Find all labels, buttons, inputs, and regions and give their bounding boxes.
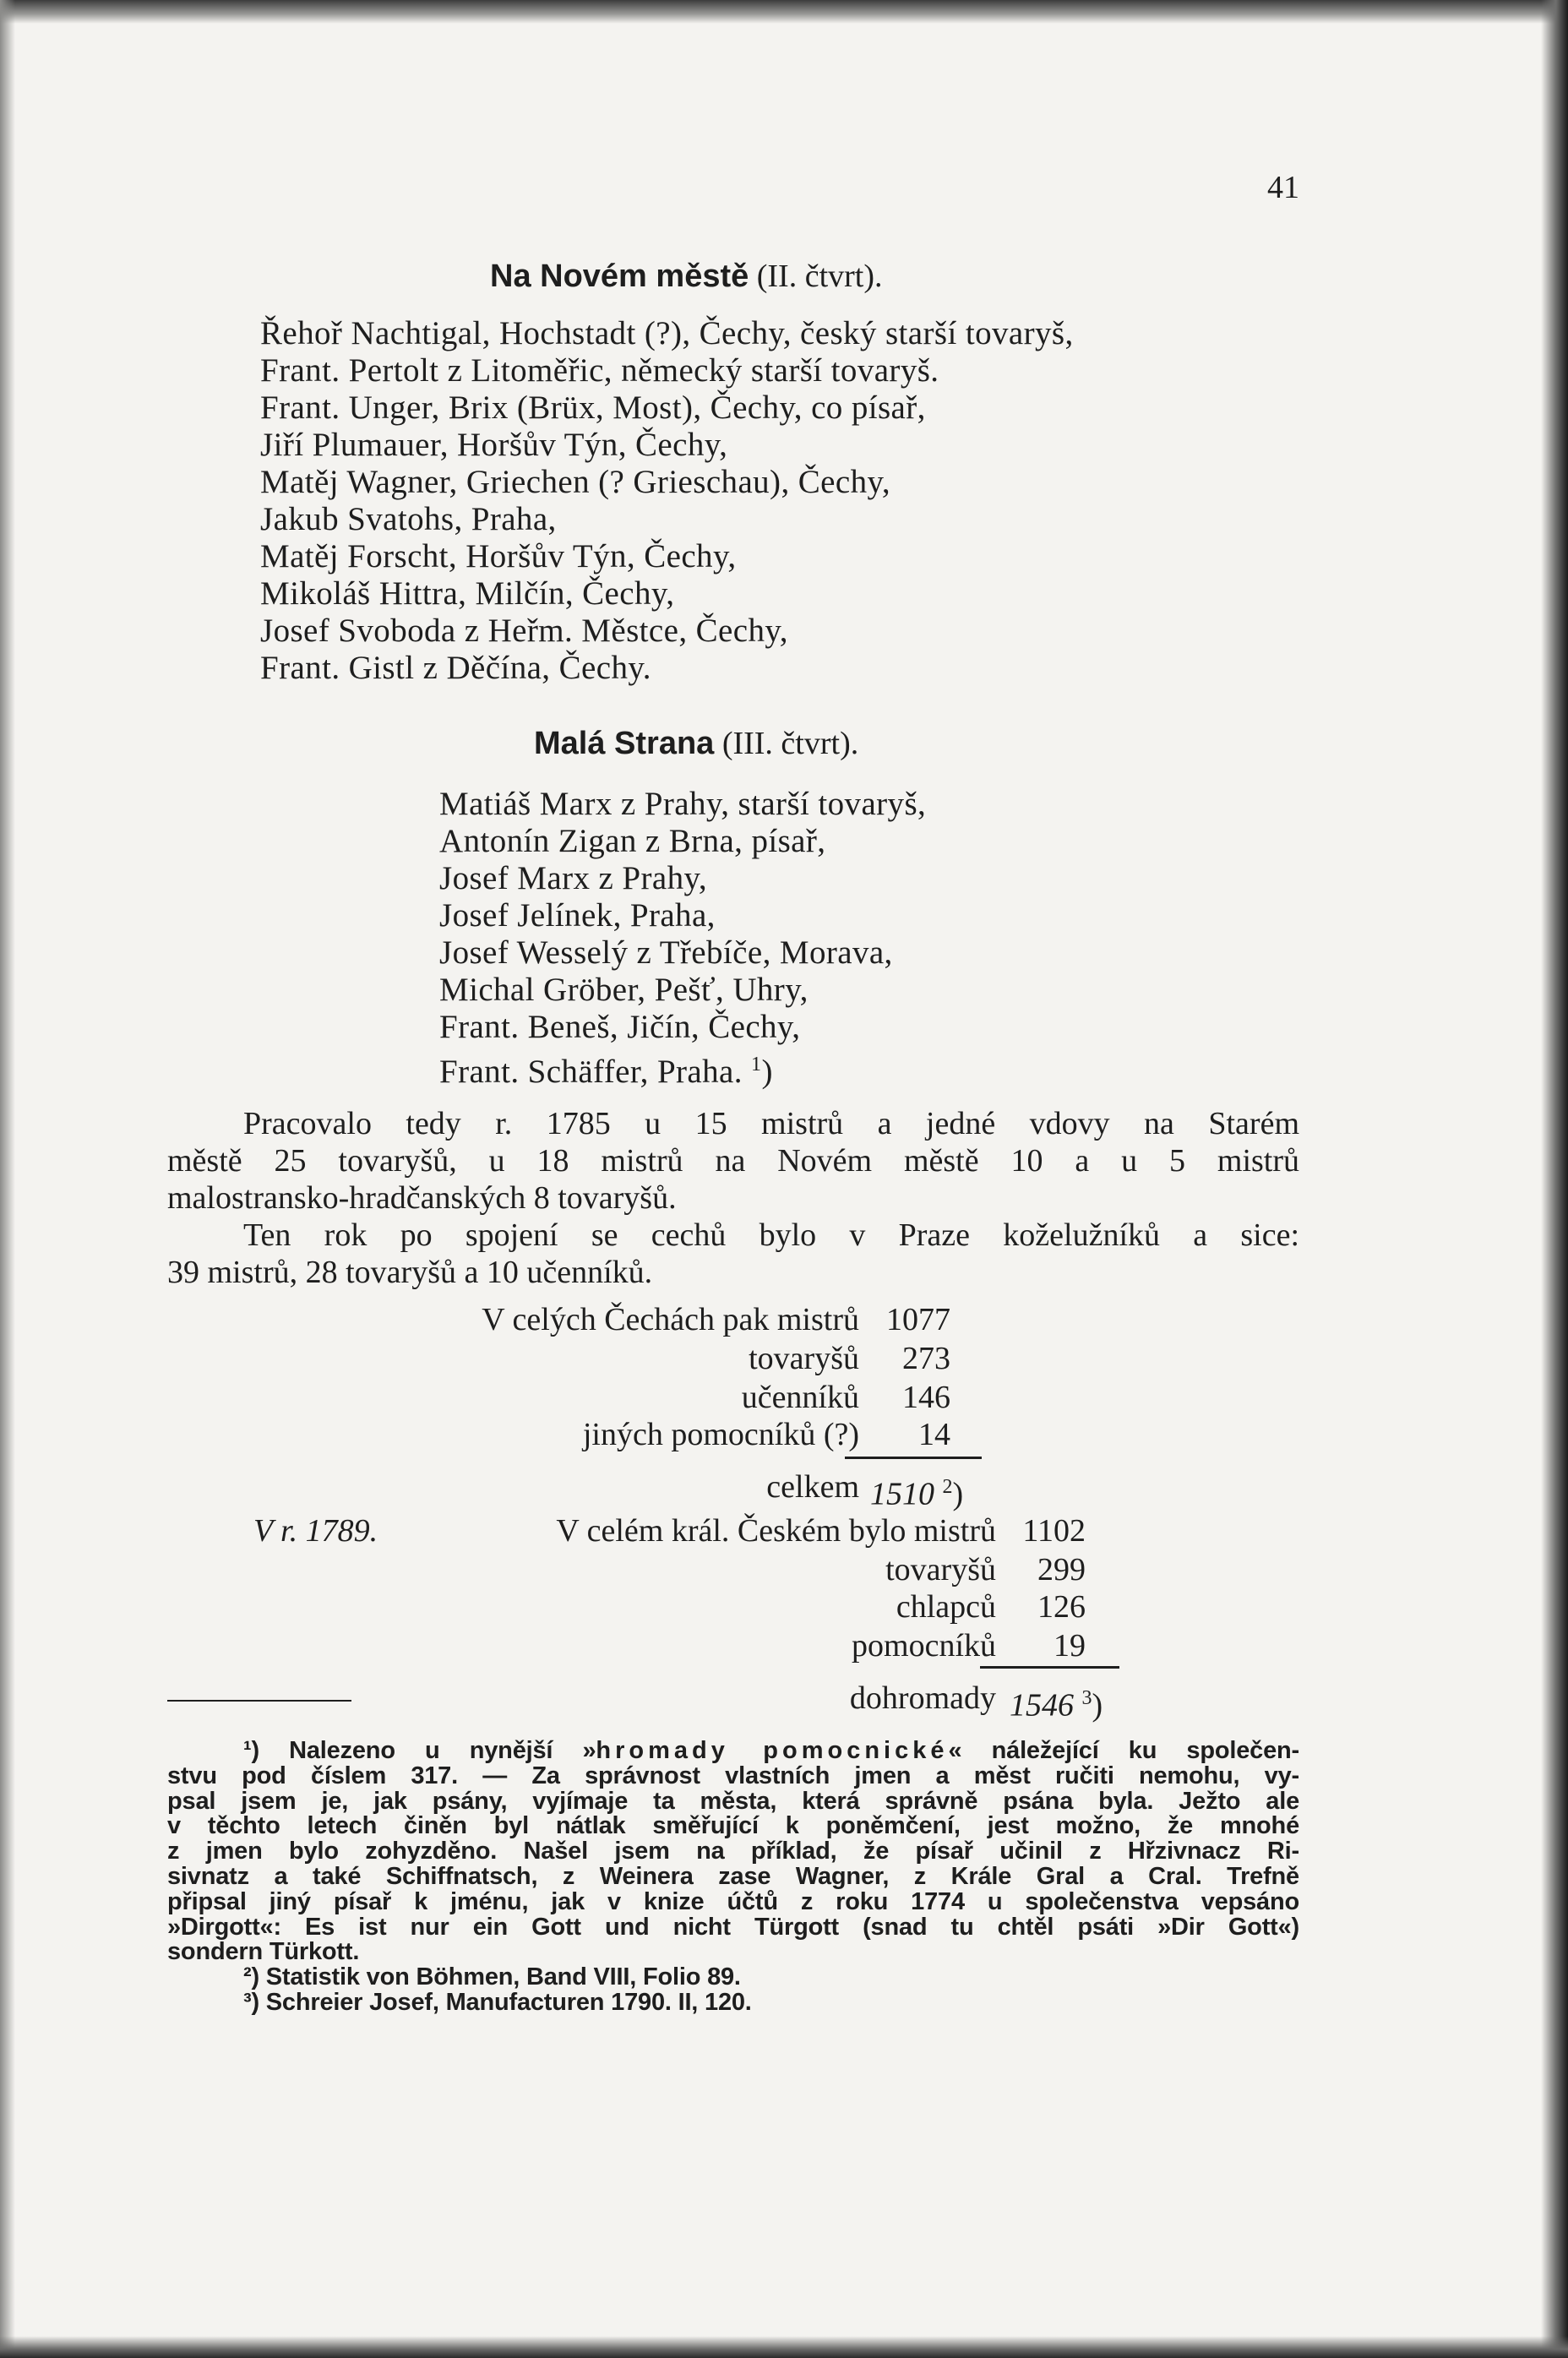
stat-label: tovaryšů	[885, 1552, 996, 1587]
stat-total	[1010, 1680, 1128, 1724]
stat-label: V celém král. Českém bylo mistrů	[556, 1513, 996, 1549]
footnote-line: z jmen bylo zohyzděno. Našel jsem na příklad, že písař učinil z Hřzivnacz Ri-	[167, 1838, 1299, 1865]
footnote-line: stvu pod číslem 317. — Za správnost vlastních jmen a měst ručiti nemohu, vy-	[167, 1762, 1299, 1789]
stat-label: jiných pomocníků (?)	[582, 1417, 859, 1452]
footnote-ref-paren: )	[761, 1054, 773, 1090]
scan-edge-left	[0, 0, 15, 2358]
scan-edge-top	[0, 0, 1568, 24]
list-item: Jakub Svatohs, Praha,	[260, 501, 557, 537]
stat-label-row	[169, 1588, 996, 1626]
footnote-2: ²) Statistik von Böhmen, Band VIII, Folio 89.	[243, 1963, 741, 1991]
list-item: Josef Svoboda z Heřm. Městce, Čechy,	[260, 613, 788, 649]
stat-label-row	[169, 1627, 996, 1664]
spaced-emphasis: hromady pomocnické	[596, 1737, 949, 1764]
paragraph-line: 39 mistrů, 28 tovaryšů a 10 učenníků.	[167, 1255, 653, 1290]
footnote-ref-paren: )	[952, 1476, 964, 1512]
stat-total-label: celkem	[766, 1469, 859, 1505]
list-item: Frant. Unger, Brix (Brüx, Most), Čechy, co písař,	[260, 389, 926, 426]
list-item: Antonín Zigan z Brna, písař,	[439, 823, 826, 859]
stat-value: 14	[918, 1417, 950, 1452]
paragraph-line: městě 25 tovaryšů, u 18 mistrů na Novém městě 10 a u 5 mistrů	[167, 1143, 1299, 1179]
paragraph-1785	[167, 1105, 1299, 1217]
stat-value: 299	[1037, 1552, 1086, 1587]
footnote-line: psal jsem je, jak psány, vyjímaje ta města, která správně psána byla. Ježto ale	[167, 1787, 1299, 1815]
paragraph-line: Pracovalo tedy r. 1785 u 15 mistrů a jedné vdovy na Starém	[243, 1106, 1299, 1141]
stat-total-value: 1546	[1010, 1687, 1074, 1724]
stat-label-row	[169, 1551, 996, 1588]
section-heading-mala-strana	[534, 725, 858, 762]
paragraph-line: Ten rok po spojení se cechů bylo v Praze koželužníků a sice:	[243, 1217, 1299, 1253]
list-item: Řehoř Nachtigal, Hochstadt (?), Čechy, český starší tovaryš,	[260, 315, 1074, 351]
list-item: Matěj Forscht, Horšův Týn, Čechy,	[260, 538, 737, 575]
list-item: Josef Wesselý z Třebíče, Morava,	[439, 934, 893, 971]
stat-label-row	[169, 1416, 859, 1453]
footnote-ref: 3	[1081, 1687, 1092, 1709]
footnote-ref: 1	[751, 1054, 762, 1076]
list-item: Josef Jelínek, Praha,	[439, 897, 716, 934]
scan-edge-bottom	[0, 2336, 1568, 2358]
stat-total-row	[169, 1680, 996, 1717]
stat-label: tovaryšů	[749, 1341, 859, 1376]
year-intro: V r. 1789.	[253, 1513, 378, 1549]
journeymen-list-nove-mesto	[260, 315, 1074, 687]
list-item: Jiří Plumauer, Horšův Týn, Čechy,	[260, 427, 728, 463]
stat-value: 1102	[1022, 1513, 1086, 1549]
stat-label-row	[169, 1301, 859, 1338]
paragraph-after-merge	[167, 1217, 1299, 1291]
stat-label: učenníků	[741, 1380, 859, 1415]
footnotes	[167, 1739, 1299, 2016]
section-heading-rest: (III. čtvrt).	[714, 726, 859, 761]
list-item: Michal Gröber, Pešť, Uhry,	[439, 972, 808, 1008]
stat-label: pomocníků	[852, 1628, 996, 1664]
journeymen-list-mala-strana	[439, 786, 926, 1091]
list-item-text: Frant. Schäffer, Praha.	[439, 1054, 743, 1090]
stat-total-row	[169, 1468, 859, 1506]
list-item	[439, 1046, 926, 1091]
footnote-ref: 2	[942, 1476, 953, 1498]
stat-label-row	[169, 1379, 859, 1416]
sum-rule	[845, 1457, 982, 1459]
list-item: Frant. Gistl z Děčína, Čechy.	[260, 650, 651, 686]
stat-total	[870, 1468, 982, 1513]
section-heading-nove-mesto	[490, 258, 883, 295]
stat-value: 19	[1054, 1628, 1086, 1664]
stat-label: V celých Čechách pak mistrů	[482, 1302, 859, 1337]
stat-total-label: dohromady	[849, 1680, 996, 1716]
stat-value: 146	[902, 1380, 950, 1415]
sum-rule	[980, 1666, 1119, 1669]
stat-label-row	[169, 1340, 859, 1377]
stat-value: 126	[1037, 1589, 1086, 1625]
section-heading-bold: Na Novém městě	[490, 259, 749, 294]
list-item: Matěj Wagner, Griechen (? Grieschau), Čechy,	[260, 464, 890, 500]
list-item: Frant. Beneš, Jičín, Čechy,	[439, 1009, 801, 1045]
paragraph-line: malostransko-hradčanských 8 tovaryšů.	[167, 1180, 677, 1216]
scan-edge-right	[1541, 0, 1568, 2358]
footnote-line: sivnatz a také Schiffnatsch, z Weinera zase Wagner, z Krále Gral a Cral. Trefně	[167, 1862, 1299, 1890]
section-heading-bold: Malá Strana	[534, 726, 715, 761]
section-heading-rest: (II. čtvrt).	[749, 259, 883, 294]
list-item: Josef Marx z Prahy,	[439, 860, 707, 896]
footnote-line: připsal jiný písař k jménu, jak v knize účtů z roku 1774 u společenstva vepsáno	[167, 1887, 1299, 1915]
footnote-line: »Dirgott«: Es ist nur ein Gott und nicht Türgott (snad tu chtěl psáti »Dir Gott«)	[167, 1913, 1299, 1941]
page-number: 41	[1267, 170, 1299, 205]
footnote-line: sondern Türkott.	[167, 1938, 360, 1966]
stat-value: 273	[902, 1341, 950, 1376]
stat-label-row	[169, 1512, 996, 1549]
stat-value: 1077	[886, 1302, 950, 1337]
footnote-ref-paren: )	[1092, 1687, 1103, 1724]
footnote-line: v těchto letech činěn byl nátlak směřující k poněmčení, jest možno, že mnohé	[167, 1812, 1299, 1840]
footnote-line: ¹) Nalezeno u nynější »hromady pomocnické« náležející ku společen-	[243, 1737, 1299, 1764]
list-item: Matiáš Marx z Prahy, starší tovaryš,	[439, 786, 927, 822]
stat-total-value: 1510	[870, 1476, 934, 1512]
list-item: Mikoláš Hittra, Milčín, Čechy,	[260, 575, 675, 612]
footnote-3: ³) Schreier Josef, Manufacturen 1790. II, 120.	[243, 1988, 752, 2016]
list-item: Frant. Pertolt z Litoměřic, německý starší tovaryš.	[260, 352, 939, 389]
stat-label: chlapců	[896, 1589, 996, 1625]
